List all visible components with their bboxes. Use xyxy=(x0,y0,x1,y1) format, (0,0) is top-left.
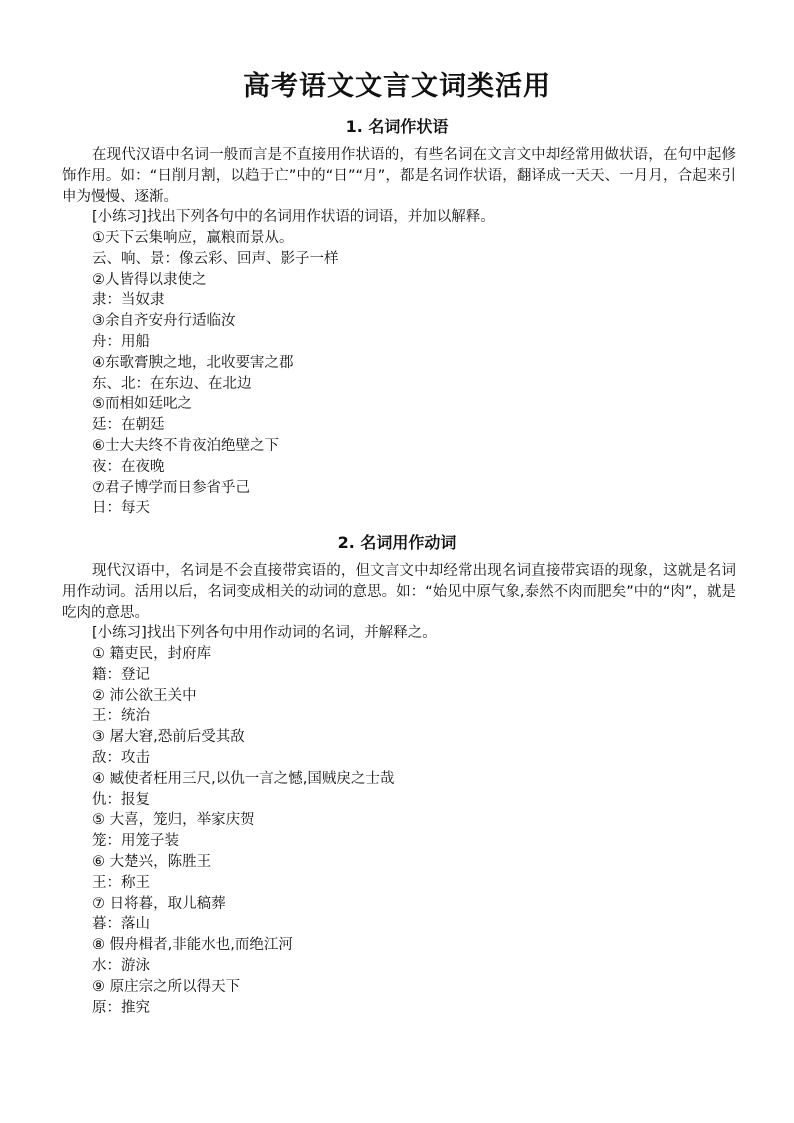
answer-line: 敌：攻击 xyxy=(92,750,150,766)
example-sentence: ① 籍吏民，封府库 xyxy=(92,646,212,662)
answer-line: 东、北：在东边、在北边 xyxy=(92,375,252,392)
example-sentence: ⑤而相如廷叱之 xyxy=(92,396,192,413)
answer-line: 舟：用船 xyxy=(92,334,150,350)
answer-line: 籍：登记 xyxy=(92,666,150,683)
answer-line: 笼：用笼子装 xyxy=(92,833,179,850)
example-sentence: ⑧ 假舟楫者,非能水也,而绝江河 xyxy=(92,937,293,954)
example-sentence: ⑤ 大喜，笼归，举家庆贺 xyxy=(92,812,255,829)
answer-line: 云、响、景：像云彩、回声、影子一样 xyxy=(92,250,339,267)
example-sentence: ③余自齐安舟行适临汝 xyxy=(92,313,236,330)
answer-line: 廷：在朝廷 xyxy=(92,417,165,434)
section1-intro: 在现代汉语中名词一般而言是不直接用作状语的，有些名词在文言文中却经常用做状语，在句中起修饰作用。如：“日削月割，以趋于亡”中的“日”“月”，都是名词作状语，翻译成一天天、一月月，合起来引申为慢慢、逐渐。 xyxy=(62,147,736,205)
example-sentence: ② 沛公欲王关中 xyxy=(92,687,197,704)
example-sentence: ②人皆得以隶使之 xyxy=(92,271,207,288)
example-sentence: ⑥士大夫终不肯夜泊绝壁之下 xyxy=(92,438,279,454)
example-sentence: ⑦ 日将暮，取儿稿葬 xyxy=(92,895,226,912)
example-sentence: ④东歌膏腴之地，北收要害之郡 xyxy=(92,354,294,371)
answer-line: 原：推究 xyxy=(92,999,150,1016)
answer-line: 水：游泳 xyxy=(92,958,150,974)
page-title: 高考语文文言文词类活用 xyxy=(243,71,551,102)
section1-heading: 1. 名词作状语 xyxy=(345,117,449,136)
answer-line: 暮：落山 xyxy=(92,916,150,933)
example-sentence: ③ 屠大窘,恐前后受其敌 xyxy=(92,729,245,746)
answer-line: 仇：报复 xyxy=(92,791,150,808)
example-sentence: ①天下云集响应，赢粮而景从。 xyxy=(92,230,294,246)
example-sentence: ⑥ 大楚兴，陈胜王 xyxy=(92,854,212,870)
example-sentence: ④ 臧使者枉用三尺,以仇一言之憾,国贼戾之士哉 xyxy=(92,770,395,787)
section2-heading: 2. 名词用作动词 xyxy=(337,533,457,552)
answer-line: 日：每天 xyxy=(92,500,150,517)
answer-line: 王：称王 xyxy=(92,874,150,891)
section2-exercise: [小练习]找出下列各句中用作动词的名词，并解释之。 xyxy=(92,625,437,641)
section1-exercise: [小练习]找出下列各句中的名词用作状语的词语，并加以解释。 xyxy=(92,209,495,225)
answer-line: 夜：在夜晚 xyxy=(92,458,165,475)
example-sentence: ⑦君子博学而日参省乎己 xyxy=(92,479,250,496)
section2-intro: 现代汉语中，名词是不会直接带宾语的，但文言文中却经常出现名词直接带宾语的现象，这就是名词用作动词。活用以后，名词变成相关的动词的意思。如：“始见中原气象,泰然不肉而肥矣”中的“肉”，就是吃肉的意思。 xyxy=(62,563,736,621)
answer-line: 隶：当奴隶 xyxy=(92,292,165,309)
answer-line: 王：统治 xyxy=(92,708,150,725)
example-sentence: ⑨ 原庄宗之所以得天下 xyxy=(92,978,241,995)
